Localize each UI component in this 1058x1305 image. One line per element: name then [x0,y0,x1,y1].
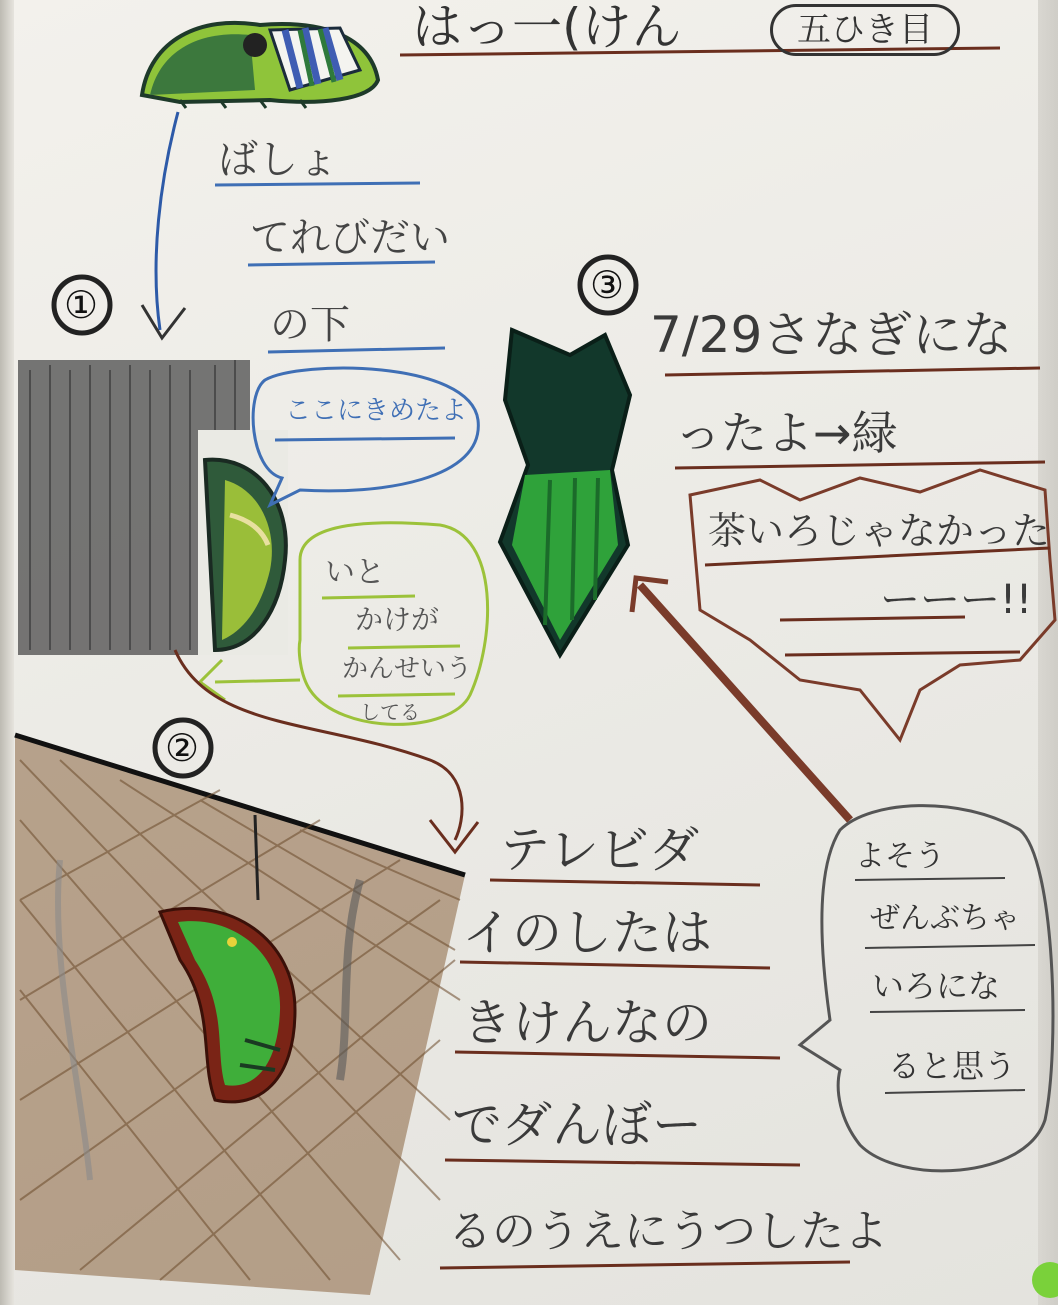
step2-line2: イのしたは [462,904,712,962]
bubble-blue-text: ここにきめたよ [285,396,468,426]
step2-line4: でダんぼー [452,1096,702,1154]
step2-line1: テレビダ [500,821,699,879]
step2-number: ② [165,726,200,770]
bubble-green-line3: かんせいう [342,654,473,684]
step3-line1: 7/29さなぎにな [650,306,1013,364]
prediction-line4: ると思う [888,1047,1017,1085]
bubble-green-line2: かけが [355,603,440,636]
bubble-green-line1: いと [325,555,385,590]
prediction-line2: ぜんぶちゃ [870,901,1020,936]
caterpillar-drawing [142,23,378,108]
step2-line5: るのうえにうつしたよ [448,1206,888,1257]
step3-bubble-line2: ーーー!! [880,577,1033,623]
chrysalis-drawing [500,330,630,655]
step3-bubble-line1: 茶いろじゃなかった [708,509,1051,553]
step1-number: ① [64,283,99,327]
prediction-line3: いろにな [872,967,1001,1005]
sticker-icon [1032,1262,1058,1298]
step3-line2: ったよ→緑 [675,406,898,460]
step1-place-line1: ばしょ [218,137,338,183]
step2-line3: きけんなの [462,994,712,1052]
step1-place-line2: てれびだい [250,215,450,261]
page-title: はっ一(けん [412,0,682,56]
bubble-green-line4: してる [360,700,420,724]
step1-place-line3: の下 [270,302,350,348]
prediction-line1: よそう [855,839,945,874]
arrow-blue [156,112,178,330]
title-tag: 五ひき目 [770,4,960,56]
step3-number: ③ [590,263,625,307]
